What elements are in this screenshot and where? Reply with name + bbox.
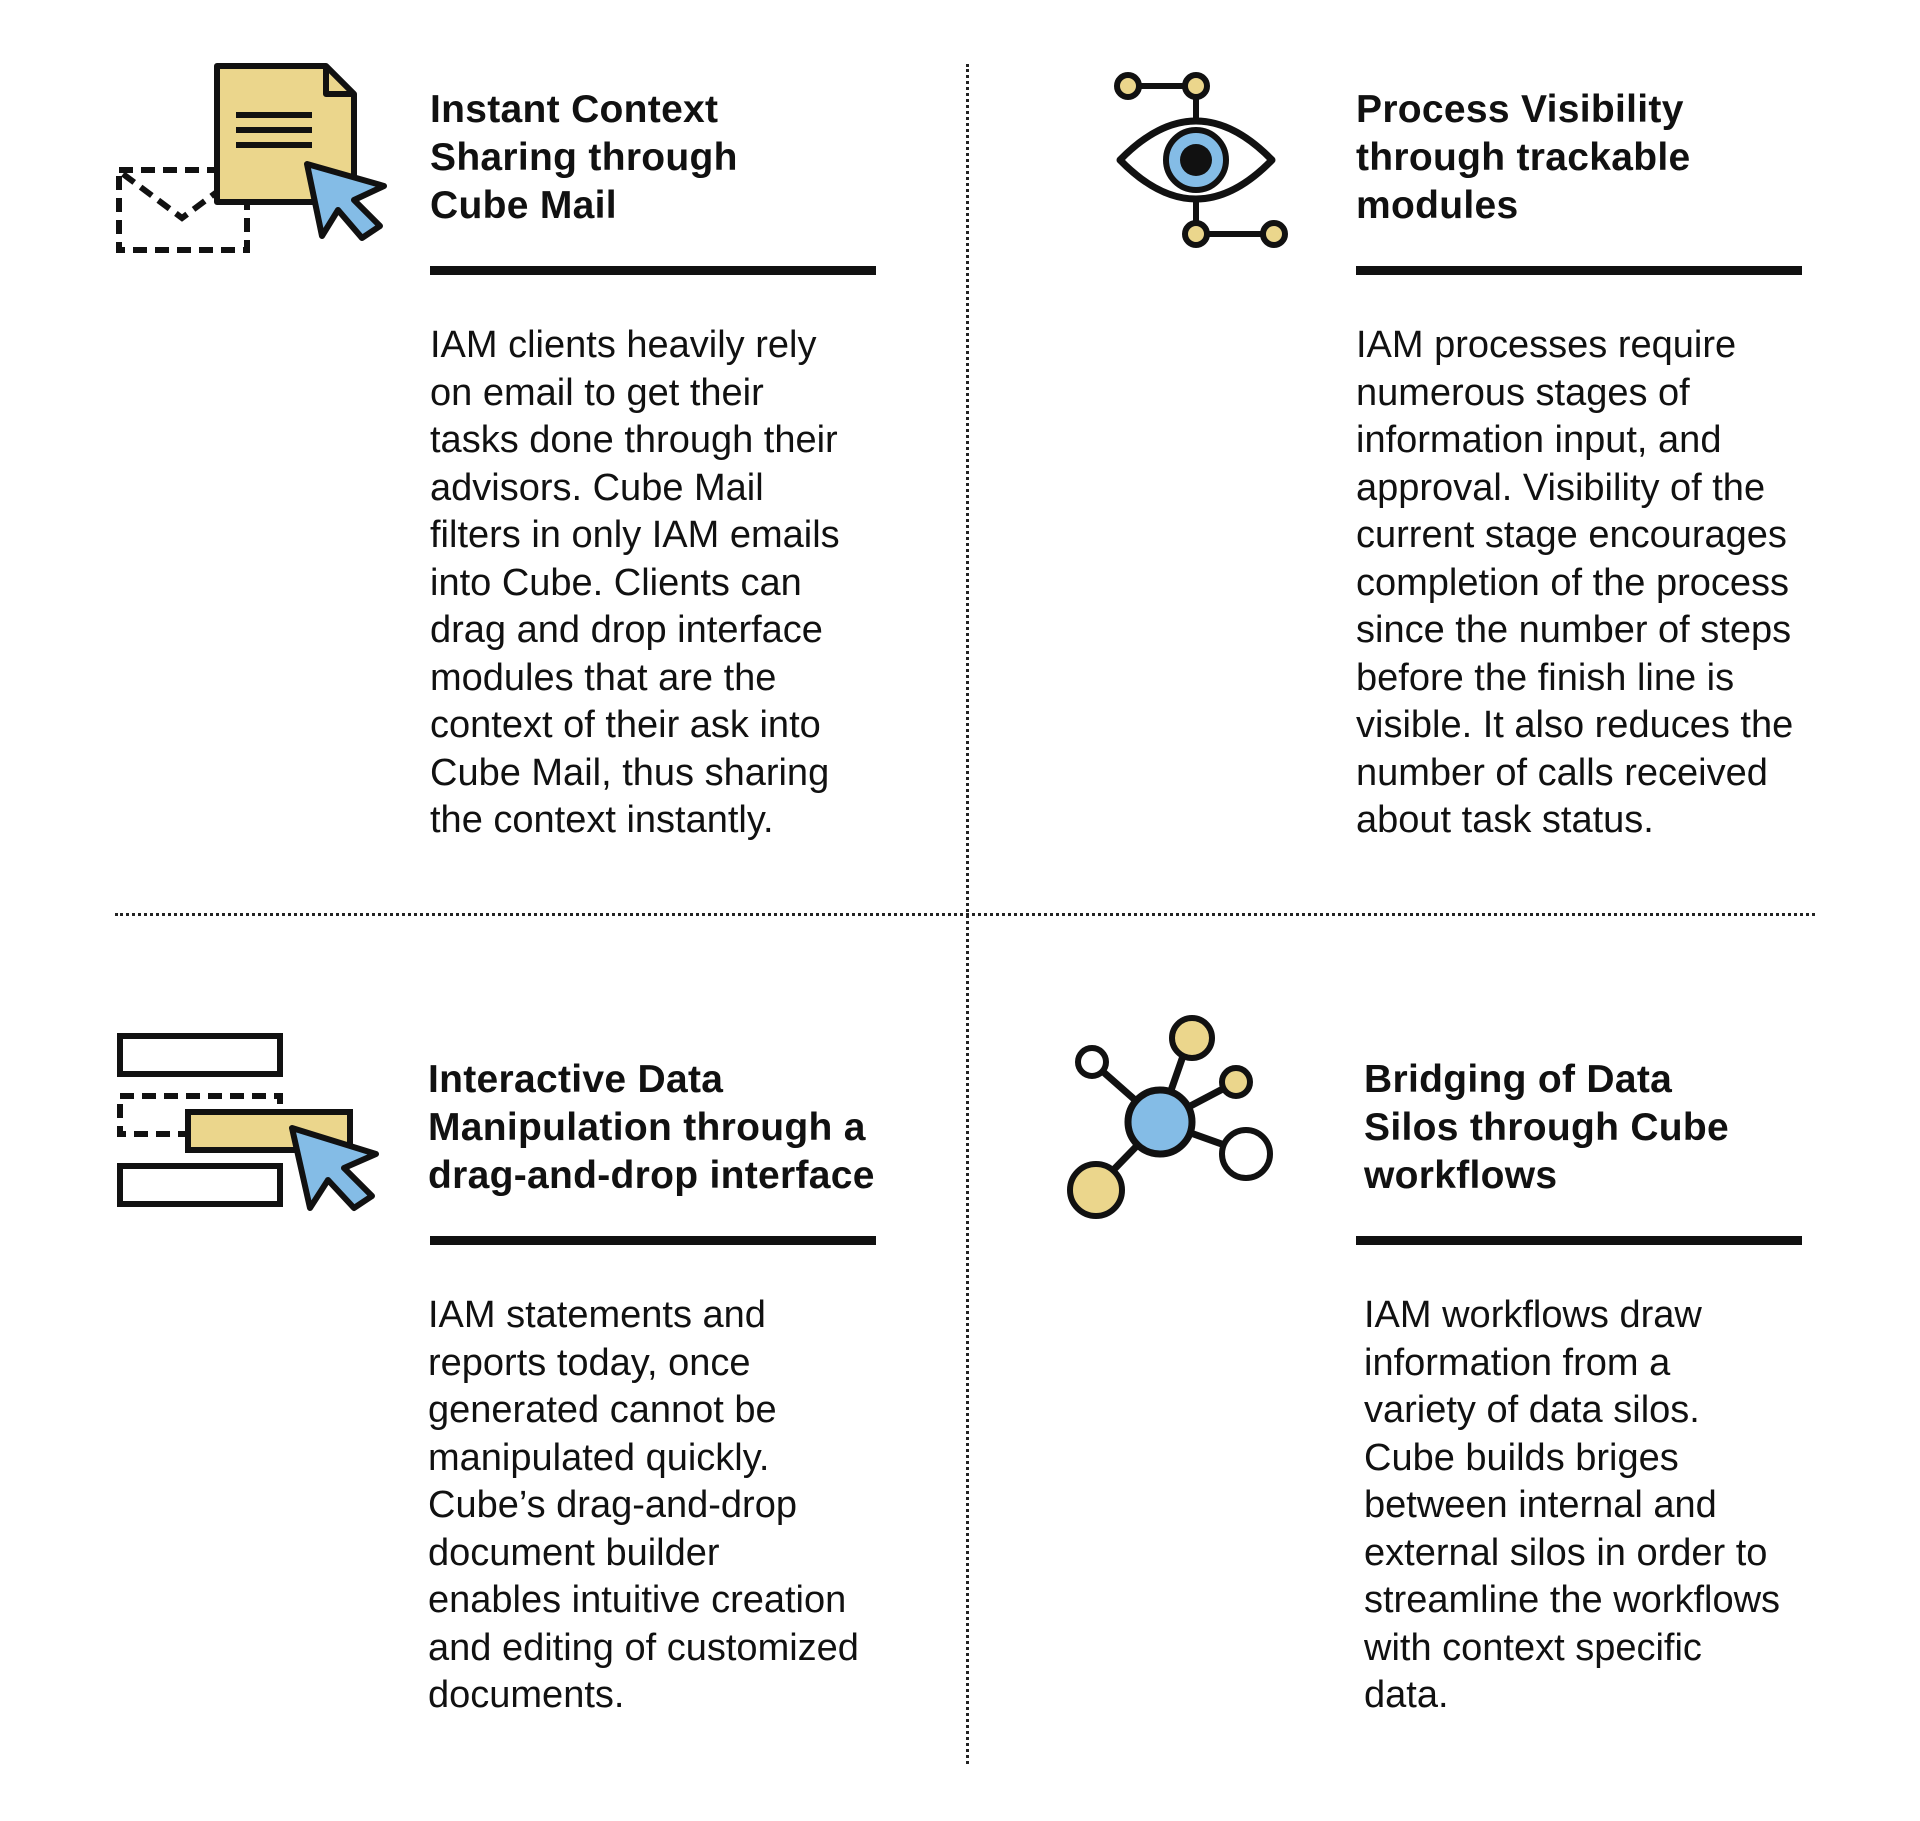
card-body: IAM clients heavily rely on email to get their tasks done through their advisors. Cube Mail filters in only IAM emails into Cube. Clients can drag and drop interface modules that are the context of their ask into Cube Mail, thus sharing the context instantly. — [430, 324, 840, 841]
card-body: IAM processes require numerous stages of information input, and approval. Visibility of the current stage encourages completion of the process since the number of steps before the finish line is visible. It also reduces the number of calls received about task status. — [1356, 324, 1794, 841]
card-rule — [430, 266, 876, 275]
card-bridging-silos — [1364, 1056, 1824, 1716]
document-email-cursor-icon — [114, 60, 384, 260]
card-rule — [1356, 1236, 1802, 1245]
card-title: Instant Context Sharing through Cube Mail — [430, 88, 738, 227]
card-rule — [430, 1236, 876, 1245]
card-title: Process Visibility through trackable modules — [1356, 88, 1691, 227]
card-process-visibility — [1356, 86, 1816, 841]
card-instant-context — [430, 86, 890, 841]
card-title: Bridging of Data Silos through Cube workflows — [1364, 1058, 1730, 1197]
card-rule — [1356, 266, 1802, 275]
network-nodes-icon — [1064, 1014, 1274, 1224]
horizontal-divider — [115, 913, 1815, 916]
card-body: IAM statements and reports today, once generated cannot be manipulated quickly. Cube’s drag-and-drop document builder enables intuitive creation and editing of customized documents. — [428, 1294, 859, 1716]
eye-tracking-icon — [1114, 70, 1294, 260]
drag-drop-blocks-icon — [114, 1030, 384, 1220]
card-interactive-data — [428, 1056, 888, 1716]
card-title: Interactive Data Manipulation through a drag-and-drop interface — [428, 1058, 875, 1197]
card-body: IAM workflows draw information from a variety of data silos. Cube builds briges between internal and external silos in order to streamline the workflows with context specific data. — [1364, 1294, 1781, 1716]
